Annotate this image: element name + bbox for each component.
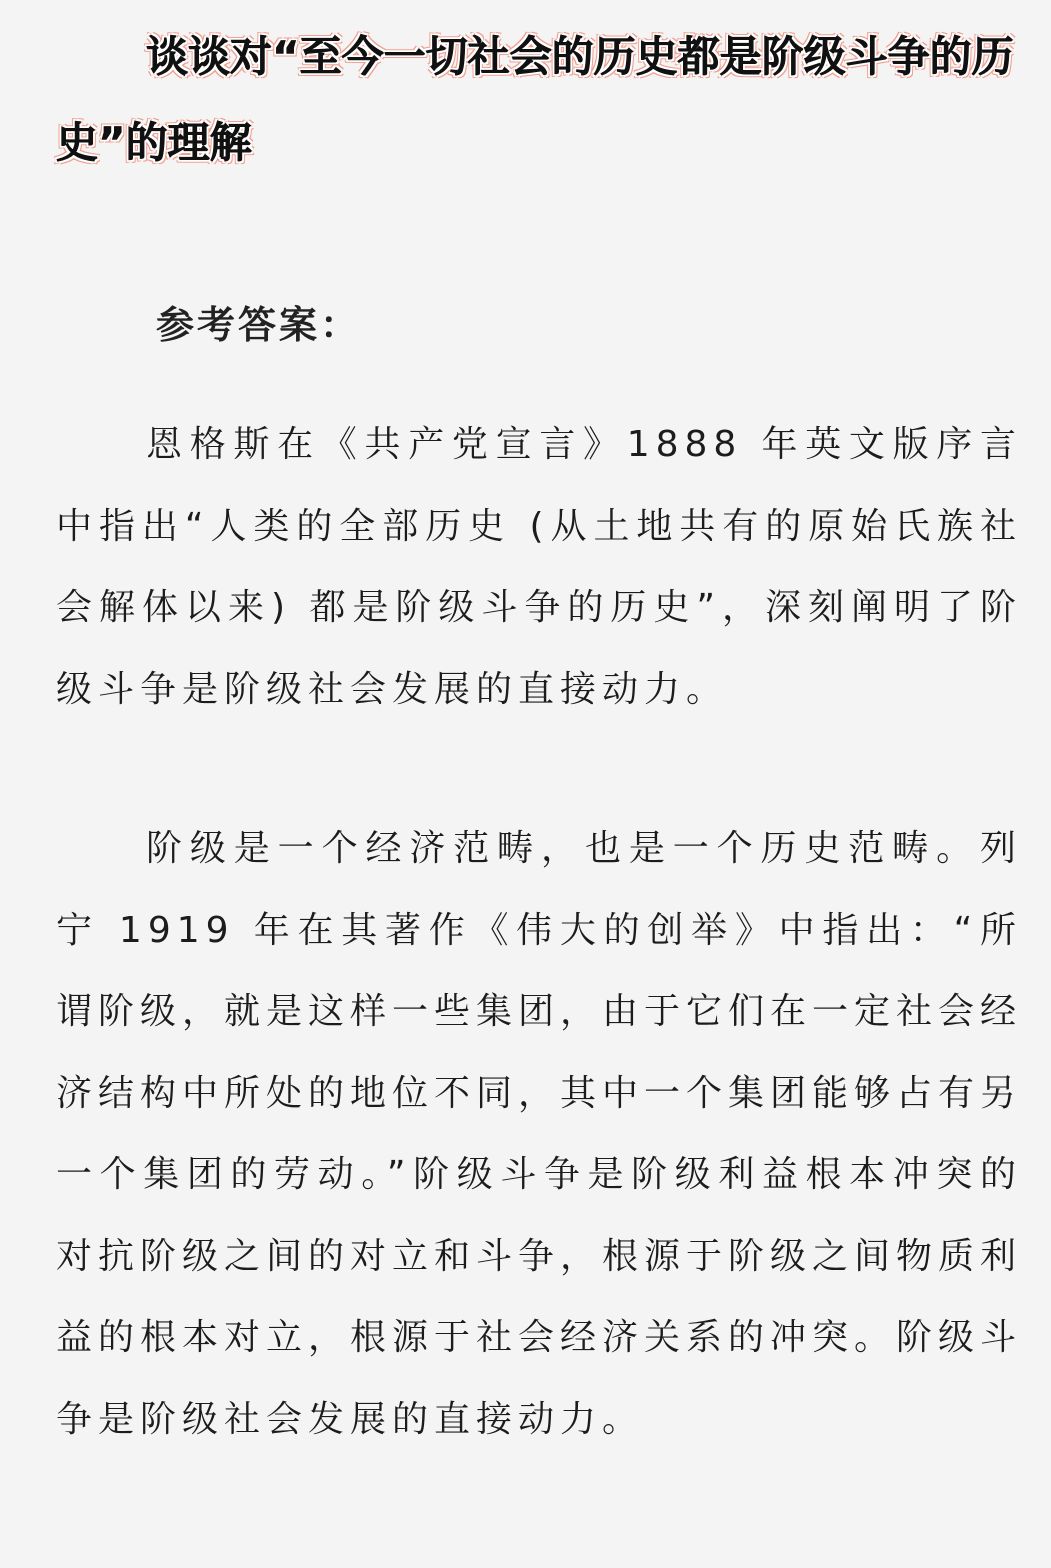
answer-label: 参考答案： [156, 303, 362, 347]
paragraph-lenin: 阶级是一个经济范畴，也是一个历史范畴。列宁 1919 年在其著作《伟大的创举》中指出：“所谓阶级，就是这样一些集团，由于它们在一定社会经济结构中所处的地位不同，其中一个集团能够占有另一个集团的劳动。”阶级斗争是阶级利益根本冲突的对抗阶级之间的对立和斗争，根源于阶级之间物质利益的根本对立，根源于社会经济关系的冲突。阶级斗争是阶级社会发展的直接动力。 [56, 828, 1023, 1440]
paragraph-engels: 恩格斯在《共产党宣言》1888 年英文版序言中指出“人类的全部历史 (从土地共有的原始氏族社会解体以来) 都是阶级斗争的历史”，深刻阐明了阶级斗争是阶级社会发展的直接动力。 [56, 424, 1022, 710]
document-title: 谈谈对“至今一切社会的历史都是阶级斗争的历史”的理解 [56, 32, 1014, 167]
